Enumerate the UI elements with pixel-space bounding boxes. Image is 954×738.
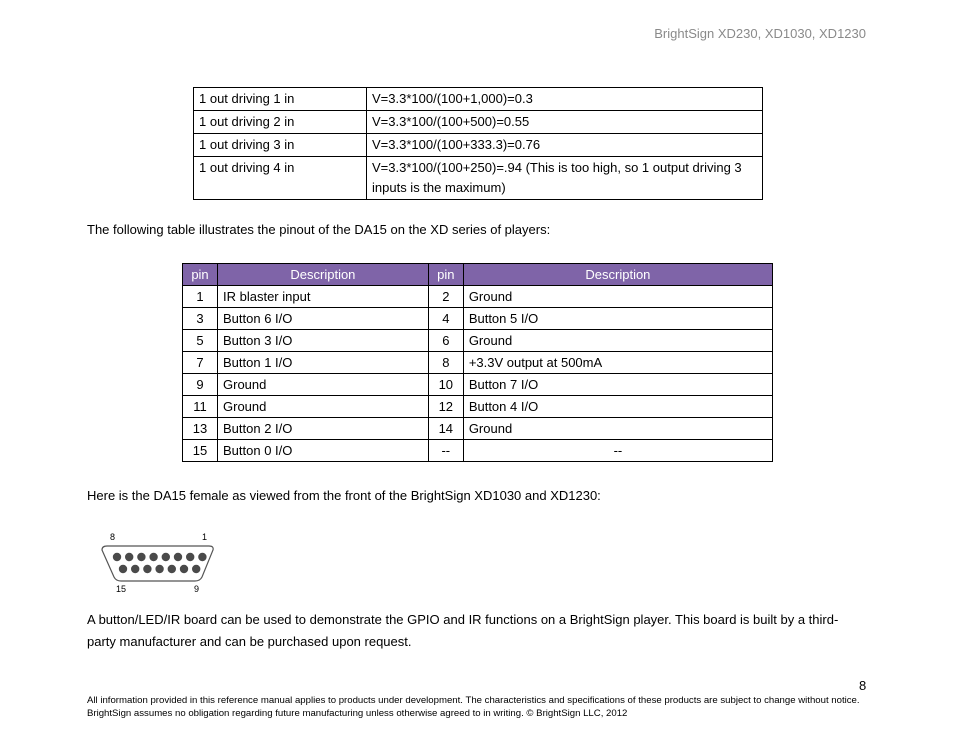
da15-connector-diagram	[96, 530, 220, 598]
connector-bottom-pin-hole	[131, 565, 139, 573]
connector-label-8: 8	[110, 532, 116, 542]
header-description: Description	[463, 264, 772, 286]
table-row	[183, 352, 773, 374]
pin-number-cell: --	[428, 440, 463, 462]
connector-top-pin-hole	[149, 553, 157, 561]
config-cell: 1 out driving 2 in	[194, 111, 367, 134]
pin-description-cell: Button 3 I/O	[218, 330, 429, 352]
connector-shell	[102, 546, 213, 581]
connector-top-pin-hole	[186, 553, 194, 561]
pin-number-cell: 12	[428, 396, 463, 418]
pin-description-cell: IR blaster input	[218, 286, 429, 308]
connector-top-pin-hole	[162, 553, 170, 561]
pin-number-cell: 14	[428, 418, 463, 440]
formula-cell: V=3.3*100/(100+333.3)=0.76	[367, 134, 763, 157]
document-header: BrightSign XD230, XD1030, XD1230	[654, 26, 866, 41]
board-paragraph: A button/LED/IR board can be used to demonstrate the GPIO and IR functions on a BrightSign player. This board is built by a third-party manufacturer and can be purchased upon request.	[87, 612, 839, 649]
voltage-table	[193, 87, 763, 200]
formula-cell: V=3.3*100/(100+250)=.94 (This is too high, so 1 output driving 3 inputs is the maximum)	[367, 157, 763, 200]
connector-bottom-pin-hole	[192, 565, 200, 573]
pin-number-cell: 7	[183, 352, 218, 374]
pin-description-cell: Button 5 I/O	[463, 308, 772, 330]
pin-description-cell: Ground	[463, 286, 772, 308]
connector-bottom-pin-hole	[180, 565, 188, 573]
footer-disclaimer: All information provided in this reference manual applies to products under development. The characteristics and specifications of these products are subject to change without notice. BrightSign assumes no obligation regarding future manufacturing unless otherwise agreed to in writing. © BrightSign LLC, 2012	[87, 695, 860, 719]
pin-number-cell: 13	[183, 418, 218, 440]
pin-number-cell: 1	[183, 286, 218, 308]
connector-bottom-pin-hole	[155, 565, 163, 573]
config-cell: 1 out driving 3 in	[194, 134, 367, 157]
header-description: Description	[218, 264, 429, 286]
pin-number-cell: 10	[428, 374, 463, 396]
connector-top-pin-hole	[125, 553, 133, 561]
table-row	[183, 330, 773, 352]
table-row	[183, 374, 773, 396]
pinout-table-header-row	[183, 264, 773, 286]
connector-intro-paragraph: Here is the DA15 female as viewed from the front of the BrightSign XD1030 and XD1230:	[87, 488, 601, 503]
header-pin: pin	[428, 264, 463, 286]
pin-number-cell: 4	[428, 308, 463, 330]
pin-description-cell: Ground	[463, 330, 772, 352]
table-row	[194, 157, 763, 200]
table-row	[183, 286, 773, 308]
page-number: 8	[859, 678, 867, 693]
pin-number-cell: 6	[428, 330, 463, 352]
pin-number-cell: 8	[428, 352, 463, 374]
table-row	[194, 88, 763, 111]
formula-cell: V=3.3*100/(100+1,000)=0.3	[367, 88, 763, 111]
pin-description-cell: Ground	[463, 418, 772, 440]
connector-bottom-pin-hole	[143, 565, 151, 573]
connector-top-pin-hole	[174, 553, 182, 561]
pin-number-cell: 9	[183, 374, 218, 396]
pin-description-cell: --	[463, 440, 772, 462]
connector-top-pin-hole	[137, 553, 145, 561]
pin-description-cell: Ground	[218, 374, 429, 396]
pin-description-cell: Button 6 I/O	[218, 308, 429, 330]
pin-number-cell: 5	[183, 330, 218, 352]
table-row	[183, 308, 773, 330]
pin-description-cell: Button 4 I/O	[463, 396, 772, 418]
formula-cell: V=3.3*100/(100+500)=0.55	[367, 111, 763, 134]
pin-number-cell: 2	[428, 286, 463, 308]
connector-label-9: 9	[194, 584, 200, 594]
pin-description-cell: Button 0 I/O	[218, 440, 429, 462]
connector-bottom-pin-hole	[119, 565, 127, 573]
table-row	[183, 440, 773, 462]
pin-number-cell: 3	[183, 308, 218, 330]
config-cell: 1 out driving 1 in	[194, 88, 367, 111]
pin-description-cell: Ground	[218, 396, 429, 418]
pin-number-cell: 11	[183, 396, 218, 418]
table-row	[183, 418, 773, 440]
header-pin: pin	[183, 264, 218, 286]
pin-description-cell: Button 7 I/O	[463, 374, 772, 396]
pinout-intro-paragraph: The following table illustrates the pinout of the DA15 on the XD series of players:	[87, 222, 551, 237]
table-row	[194, 111, 763, 134]
pin-description-cell: +3.3V output at 500mA	[463, 352, 772, 374]
connector-label-1: 1	[202, 532, 208, 542]
pinout-table	[182, 263, 773, 462]
connector-label-15: 15	[116, 584, 127, 594]
connector-bottom-pin-hole	[168, 565, 176, 573]
pin-description-cell: Button 2 I/O	[218, 418, 429, 440]
connector-top-pin-hole	[198, 553, 206, 561]
pin-number-cell: 15	[183, 440, 218, 462]
connector-top-pin-hole	[113, 553, 121, 561]
pin-description-cell: Button 1 I/O	[218, 352, 429, 374]
table-row	[183, 396, 773, 418]
table-row	[194, 134, 763, 157]
config-cell: 1 out driving 4 in	[194, 157, 367, 200]
